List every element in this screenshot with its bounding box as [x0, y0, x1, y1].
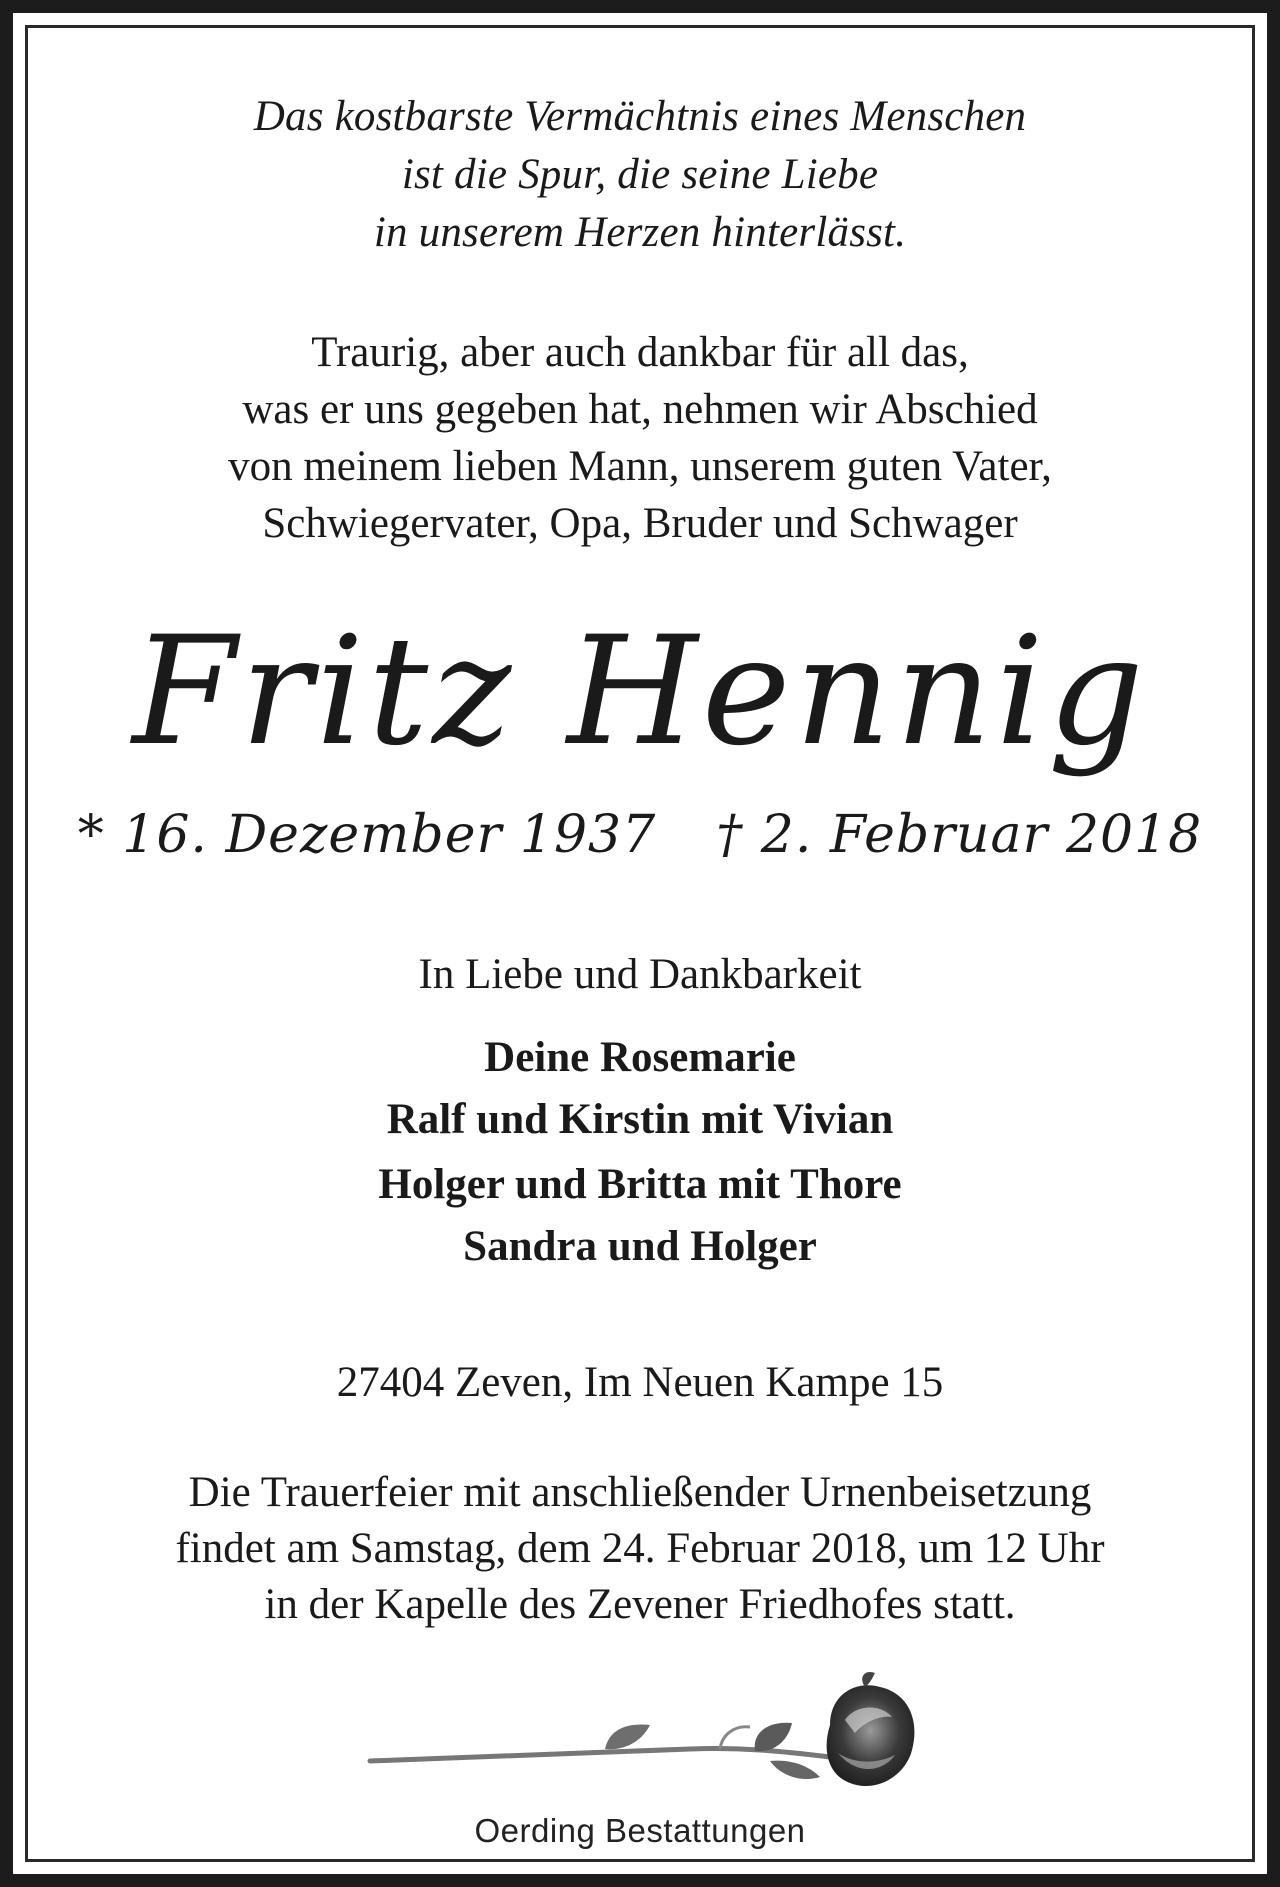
signer-1: Deine Rosemarie [484, 1034, 796, 1081]
signer-4: Sandra und Holger [463, 1223, 817, 1270]
rose-icon [360, 1665, 940, 1815]
signer-3: Holger und Britta mit Thore [378, 1161, 902, 1208]
funeral-home: Oerding Bestattungen [474, 1812, 806, 1849]
signer-2: Ralf und Kirstin mit Vivian [386, 1096, 894, 1143]
death-date: † 2. Februar 2018 [716, 805, 1203, 865]
service-line-1: Die Trauerfeier mit anschließender Urnenbeisetzung [188, 1469, 1092, 1516]
closing-phrase: In Liebe und Dankbarkeit [418, 951, 862, 998]
life-dates [0, 805, 1280, 865]
motto-line-1: Das kostbarste Vermächtnis eines Menschen [253, 93, 1027, 140]
intro-line-2: was er uns gegeben hat, nehmen wir Abschied [242, 386, 1038, 433]
motto-line-3: in unserem Herzen hinterlässt. [373, 209, 907, 256]
service-line-2: findet am Samstag, dem 24. Februar 2018, um 12 Uhr [175, 1525, 1105, 1572]
intro-line-3: von meinem lieben Mann, unserem guten Vater, [228, 443, 1052, 490]
intro-line-4: Schwiegervater, Opa, Bruder und Schwager [262, 500, 1018, 547]
deceased-name: Fritz Hennig [132, 605, 1148, 779]
service-line-3: in der Kapelle des Zevener Friedhofes statt. [264, 1581, 1016, 1628]
intro-line-1: Traurig, aber auch dankbar für all das, [311, 329, 969, 376]
address: 27404 Zeven, Im Neuen Kampe 15 [336, 1359, 944, 1406]
birth-date: * 16. Dezember 1937 [77, 805, 657, 865]
motto-line-2: ist die Spur, die seine Liebe [401, 151, 879, 198]
